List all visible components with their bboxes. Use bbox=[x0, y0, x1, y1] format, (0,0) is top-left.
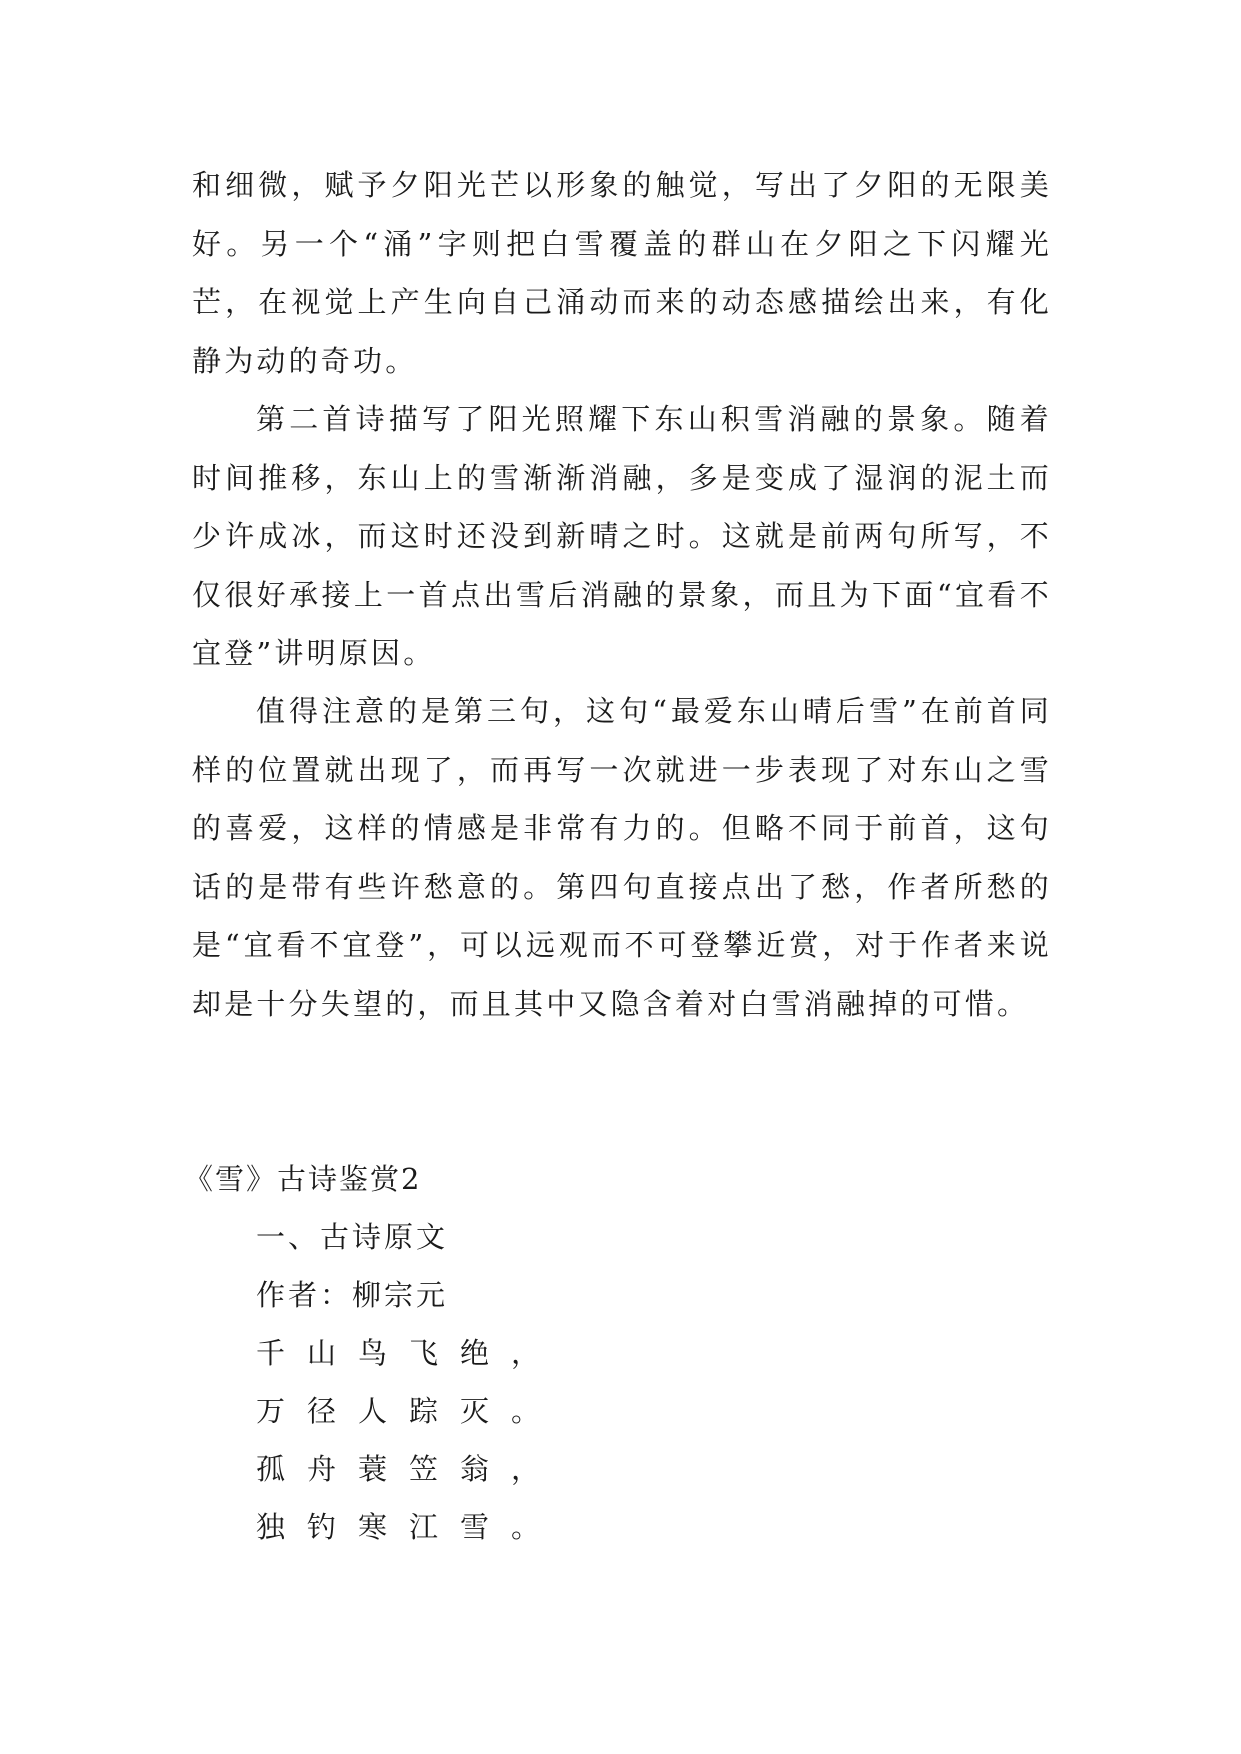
section-subtitle: 一、古诗原文 bbox=[256, 1220, 449, 1254]
poem-verse: 千山鸟飞绝， bbox=[256, 1336, 563, 1370]
section-heading: 《雪》古诗鉴赏2 bbox=[184, 1162, 422, 1196]
poem-verse: 万径人踪灭。 bbox=[256, 1394, 563, 1428]
poem-verse: 独钓寒江雪。 bbox=[256, 1510, 563, 1544]
paragraph-third-line: 值得注意的是第三句，这句“最爱东山晴后雪”在前首同样的位置就出现了，而再写一次就进一步表现了对东山之雪的喜爱，这样的情感是非常有力的。但略不同于前首，这句话的是带有些许愁意的。第四句直接点出了愁，作者所愁的是“宜看不宜登”，可以远观而不可登攀近赏，对于作者来说却是十分失望的，而且其中又隐含着对白雪消融掉的可惜。 bbox=[192, 694, 1052, 1021]
paragraph-second-poem: 第二首诗描写了阳光照耀下东山积雪消融的景象。随着时间推移，东山上的雪渐渐消融，多是变成了湿润的泥土而少许成冰，而这时还没到新晴之时。这就是前两句所写，不仅很好承接上一首点出雪后消融的景象，而且为下面“宜看不宜登”讲明原因。 bbox=[192, 402, 1052, 670]
poem-verse: 孤舟蓑笠翁， bbox=[256, 1452, 563, 1486]
poem-author: 作者：柳宗元 bbox=[256, 1278, 449, 1312]
paragraph-continuation: 和细微，赋予夕阳光芒以形象的触觉，写出了夕阳的无限美好。另一个“涌”字则把白雪覆盖的群山在夕阳之下闪耀光芒，在视觉上产生向自己涌动而来的动态感描绘出来，有化静为动的奇功。 bbox=[192, 168, 1052, 378]
